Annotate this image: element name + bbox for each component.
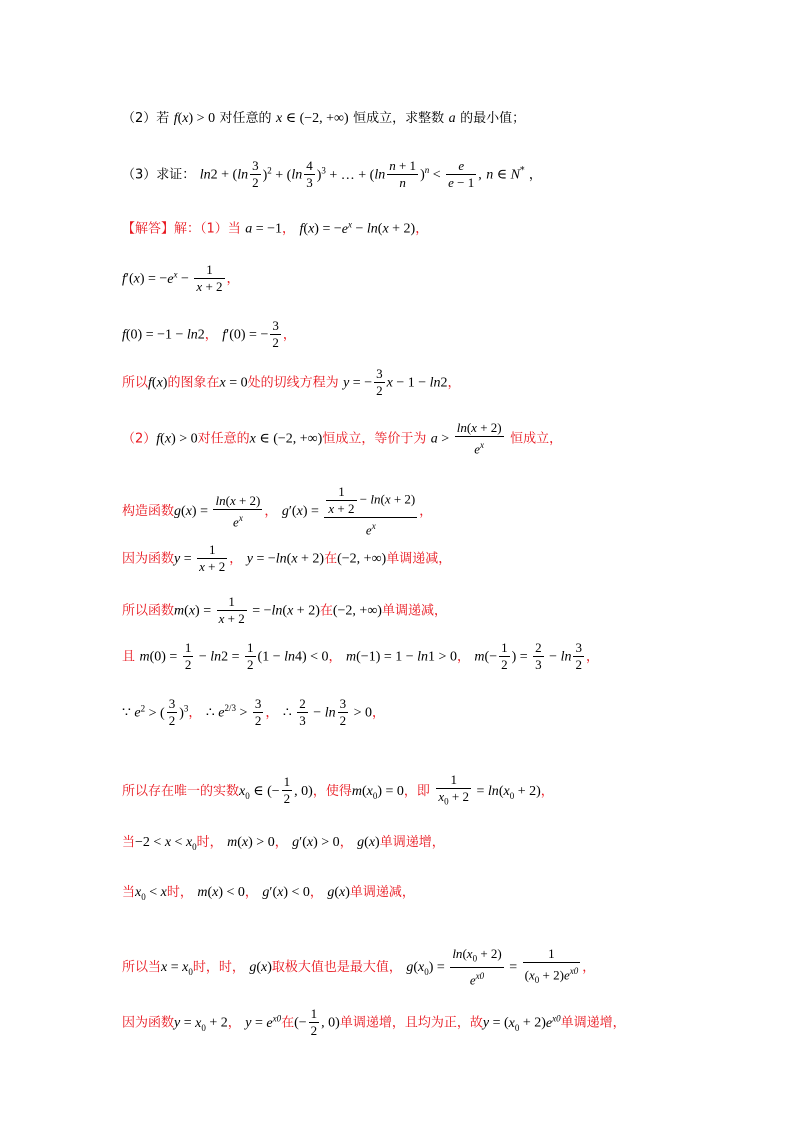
text: ， [274,835,288,850]
text: ， [227,1015,241,1031]
since-line: ∵ $e^2$ > ( $\frac{3}{2}$ )$^3$， ∴ $e^{2/3}$ > $\frac{3}{2}$ ， ∴ $\frac{2}{3}$ − ln $\frac{3}{2}$ > 0， [122,696,386,728]
text: ， [282,327,296,343]
text: ， [264,504,278,520]
text: 当 [122,885,136,900]
text: 构造函数 [122,504,175,520]
maximum-value: 所以当$x = x_0$时，时， g(x)取极大值也是最大值， $g(x_0)$ = $\frac{\ln(x_0 + 2)}{e^{x0}}$ = $\frac{1}{(x_0 + 2)e^{x0}}$ ， [122,946,596,987]
decreasing-1: 因为函数y = $\frac{1}{x + 2}$ ， y = −ln(x + 2)在(−2, +∞)单调递减， [122,542,452,574]
text: ， [204,327,218,343]
text: 恒成立，等价于为 [322,431,427,447]
math: f [122,271,126,287]
math: f [299,221,304,237]
solution-start: 【解答】解：（1）当 a = −1， $f(x) = -e^x - \ln(x + 2)$， [122,219,429,237]
text: 单调递减， [386,551,452,567]
text: 时，时， [192,959,245,975]
text: ， [282,221,296,237]
text: 所以存在唯一的实数 [122,783,240,799]
text: 处的切线方程为 [247,375,339,391]
text: 对任意的 [219,111,272,126]
text: 单调递减， [381,603,447,619]
decreasing-interval: 当$x_0 < x$时， m(x) < 0， g′(x) < 0， g(x)单调递减， [122,885,415,902]
text: 因为函数 [122,1015,175,1031]
text: ，即 [403,783,430,799]
text: 当 [122,835,136,850]
text: ，使得 [312,783,352,799]
text: 因为函数 [122,551,175,567]
math: f [222,327,227,343]
text: ， [415,221,429,237]
math: f [122,327,126,343]
math: a [245,221,253,237]
decreasing-2: 所以函数m(x) = $\frac{1}{x + 2}$ = −ln(x + 2)在(−2, +∞)单调递减， [122,594,447,626]
text: 的图象在 [167,375,220,391]
math: ln [199,167,211,183]
text: 单调递增，且均为正，故 [339,1015,483,1031]
text: 时， [196,835,223,850]
text: ， [309,885,323,900]
text: ， [328,649,342,665]
text: （2）若 [122,111,170,126]
math: a [448,111,456,126]
question-part-3: （3）求证： ln2 + (ln $\frac{3}{2}$ )$^2$ + (ln $\frac{4}{3}$ )$^3$ + … + (ln $\frac{n + 1}{n}$ )$^n$ < $\frac{e}{e - 1}$ , n ∈ N* ， [122,158,542,190]
unique-root: 所以存在唯一的实数$x_0$ ∈ (− $\frac{1}{2}$ , 0)，使得$m(x_0) = 0$，即 $\frac{1}{x_0 + 2}$ = $\ln(x_0 + 2)$， [122,772,554,807]
text: ， [419,504,433,520]
text: ， [244,885,258,900]
text: 在 [324,551,338,567]
math: x [276,111,283,126]
text: ， [447,375,461,391]
math: f [173,111,178,126]
derivative-line: $f'(x) = -e^x$ − $\frac{1}{x + 2}$ ， [122,262,240,294]
evaluate-m: 且 m(0) = $\frac{1}{2}$ − ln2 = $\frac{1}{2}$ (1 − ln4) < 0， m(−1) = 1 − ln1 > 0， m(− $\frac{1}{2}$ ) = $\frac{2}{3}$ − ln $\frac{3}{2}$ ， [122,640,599,672]
text: ， [372,705,386,721]
text: ， [585,649,599,665]
text: ， [528,167,542,183]
text: ， [229,551,243,567]
text: 对任意的 [197,431,250,447]
text: 时， [166,885,193,900]
text: 在 [281,1015,295,1031]
text: ， [265,705,279,721]
text: ， [540,783,554,799]
text: ， [188,705,202,721]
text: 且 [122,649,136,665]
text: ， [456,649,470,665]
text: 所以当 [122,959,162,975]
value-at-zero: f(0) = −1 − ln2， f′(0) = − $\frac{3}{2}$ ， [122,318,296,350]
text: 恒成立，求整数 [353,111,445,126]
part2-equivalent: （2）f(x) > 0对任意的x ∈ (−2, +∞)恒成立，等价于为 a > $\frac{\ln(x + 2)}{e^x}$ 恒成立， [122,420,563,457]
final-increasing: 因为函数$y = x_0 + 2$， $y = e^{x0}$在(− $\frac{1}{2}$ , 0)单调递增，且均为正，故$y = (x_0 + 2)e^{x0}$单调递增， [122,1006,626,1038]
text: ， [582,959,596,975]
question-part-2: （2）若 f(x) > 0 对任意的 x ∈ (−2, +∞) 恒成立，求整数 a 的最小值； [122,111,526,126]
increasing-interval: 当$-2 < x < x_0$时， m(x) > 0， g′(x) > 0， g(x)单调递增， [122,835,445,852]
text: 恒成立， [510,431,563,447]
construct-function: 构造函数g(x) = $\frac{\ln(x + 2)}{e^x}$ ， g′(x) = $\frac{1}{x + 2}$ − ln(x + 2) $e^x$ ， [122,484,433,538]
answer-tag: 【解答】 [122,221,175,237]
text: 所以 [122,375,149,391]
text: ， [226,271,240,287]
text: ， [339,835,353,850]
text: 单调递增， [379,835,445,850]
math: n [486,167,494,183]
text: 单调递减， [349,885,415,900]
text: （2） [122,431,157,447]
text: 在 [319,603,333,619]
text: 所以函数 [122,603,175,619]
text: 单调递增， [560,1015,626,1031]
text: 的最小值； [460,111,526,126]
tangent-line: 所以f(x)的图象在x = 0处的切线方程为 y = − $\frac{3}{2}$ x − 1 − ln2， [122,366,461,398]
text: （3）求证： [122,167,196,183]
text: 解：（1）当 [174,221,241,237]
text: 取极大值也是最大值， [271,959,402,975]
